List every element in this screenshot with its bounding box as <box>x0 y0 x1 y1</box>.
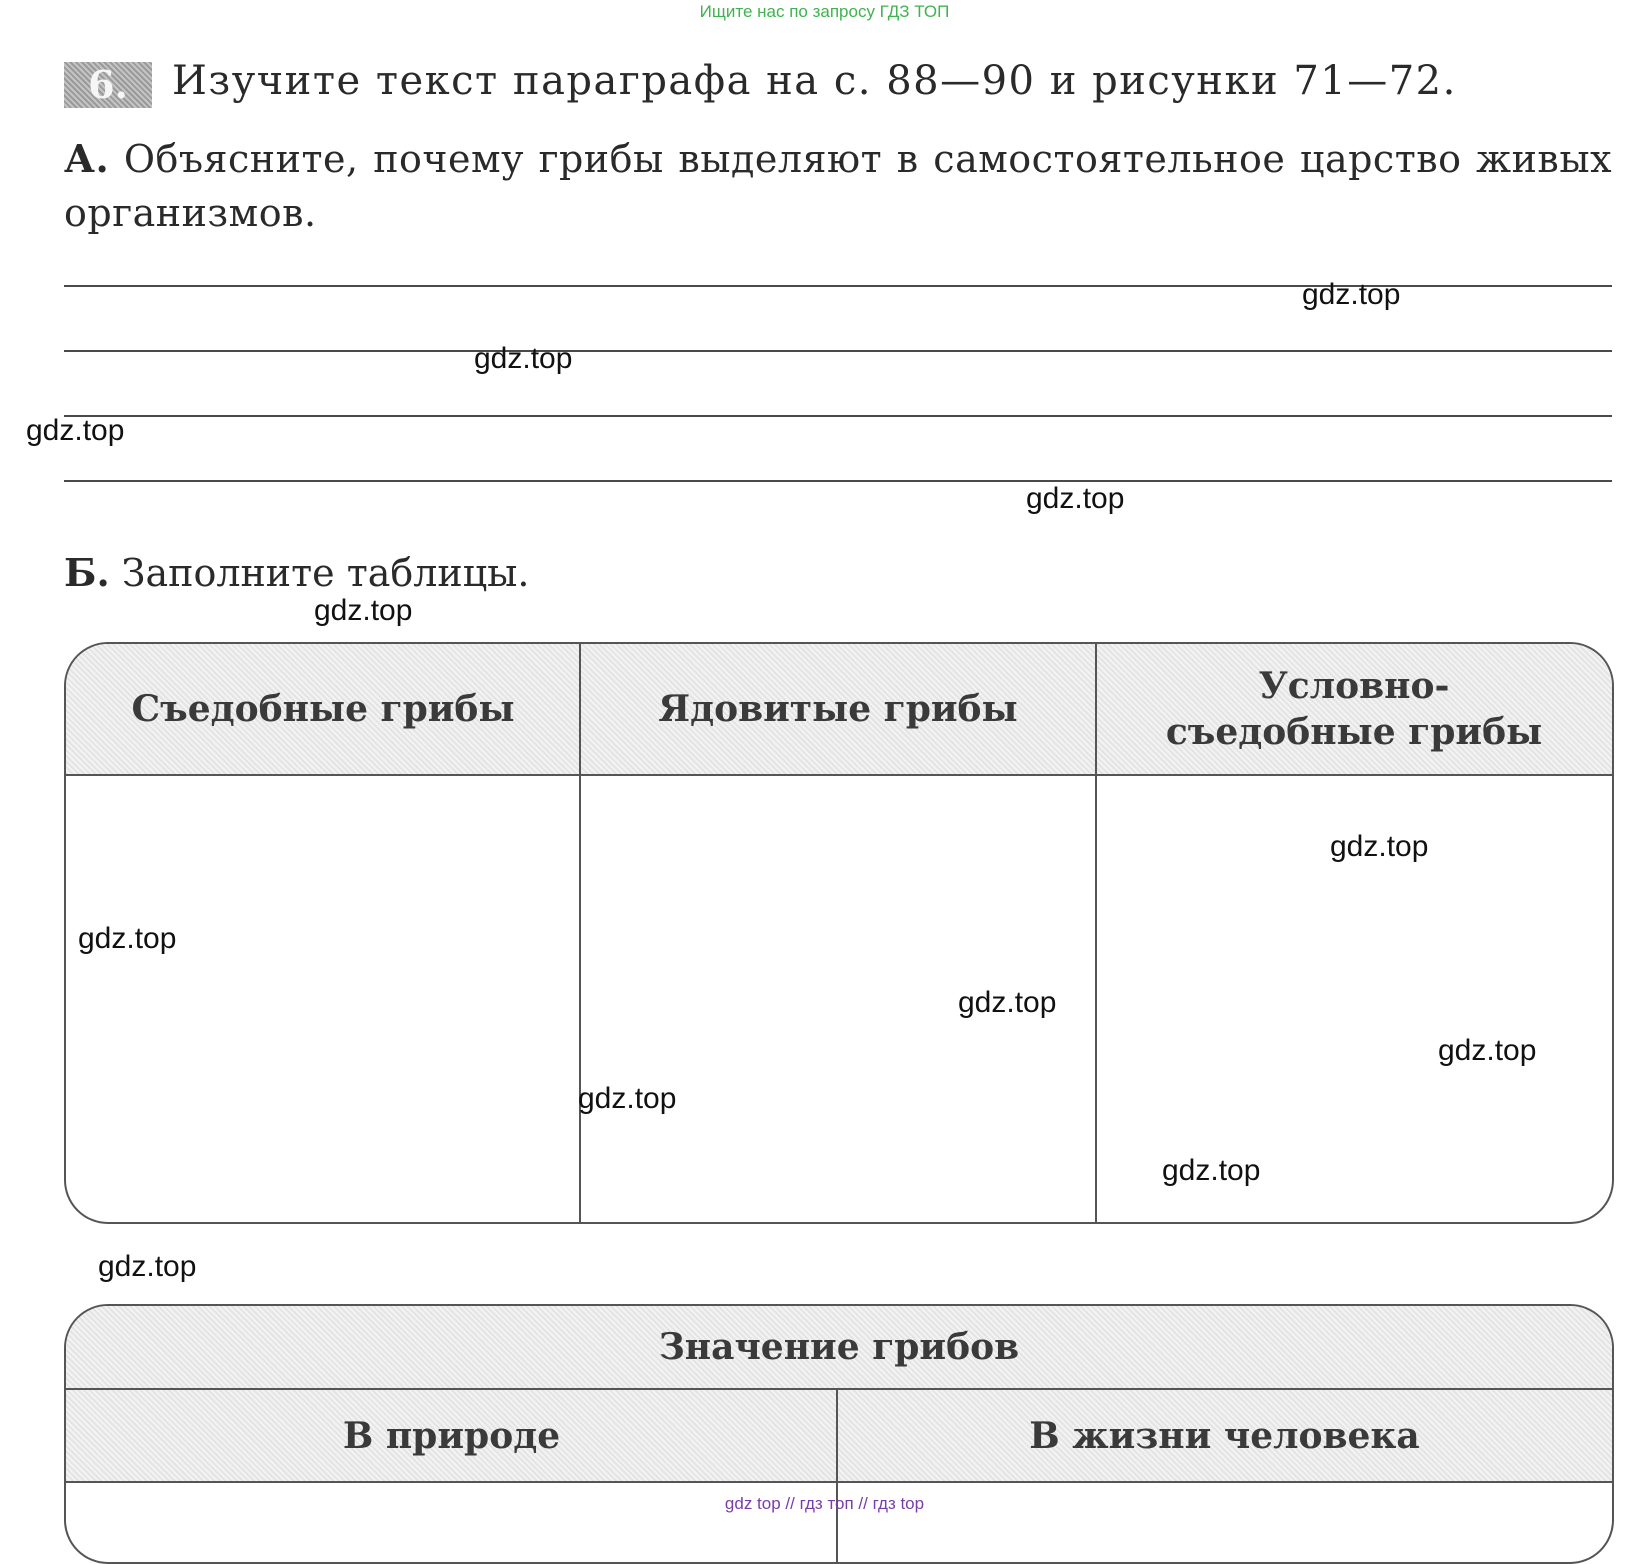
watermark: gdz.top <box>1162 1154 1261 1187</box>
column-header-poisonous: Ядовитые грибы <box>658 688 1018 730</box>
column-header-edible: Съедобные грибы <box>131 688 515 730</box>
section-a-label: А. <box>64 136 110 181</box>
watermark: gdz.top <box>1330 830 1429 863</box>
watermark: gdz.top <box>98 1250 197 1283</box>
task-number-badge: 6. <box>64 62 152 108</box>
mushroom-types-table <box>64 642 1614 1224</box>
watermark: gdz.top <box>1302 278 1401 311</box>
column-header-in-human-life: В жизни человека <box>1029 1414 1420 1457</box>
watermark: gdz.top <box>958 986 1057 1019</box>
watermark: gdz.top <box>578 1082 677 1115</box>
watermark: gdz.top <box>314 594 413 627</box>
answer-line[interactable] <box>64 480 1612 482</box>
section-a-text: Объясните, почему грибы выделяют в самостоятельное царство живых организмов. <box>64 137 1612 235</box>
watermark: gdz.top <box>1438 1034 1537 1067</box>
task-title: Изучите текст параграфа на с. 88—90 и рисунки 71—72. <box>172 58 1457 104</box>
fungi-significance-table <box>64 1304 1614 1564</box>
answer-line[interactable] <box>64 350 1612 352</box>
header-divider <box>66 1481 1612 1483</box>
column-header-conditionally-edible: Условно-съедобные грибы <box>1165 665 1543 753</box>
column-divider <box>836 1388 838 1564</box>
top-banner: Ищите нас по запросу ГДЗ ТОП <box>699 2 950 21</box>
bottom-banner: gdz top // гдз топ // гдз top <box>724 1494 925 1513</box>
answer-cell-edible[interactable] <box>66 776 579 1222</box>
section-b-instruction <box>64 550 530 595</box>
watermark: gdz.top <box>474 342 573 375</box>
watermark: gdz.top <box>26 414 125 447</box>
section-b-label: Б. <box>64 550 110 595</box>
column-header-in-nature: В природе <box>342 1414 561 1457</box>
section-b-text: Заполните таблицы. <box>121 551 530 595</box>
section-a-question <box>64 132 1612 240</box>
answer-line[interactable] <box>64 415 1612 417</box>
watermark: gdz.top <box>78 922 177 955</box>
watermark: gdz.top <box>1026 482 1125 515</box>
table-title: Значение грибов <box>658 1326 1020 1368</box>
